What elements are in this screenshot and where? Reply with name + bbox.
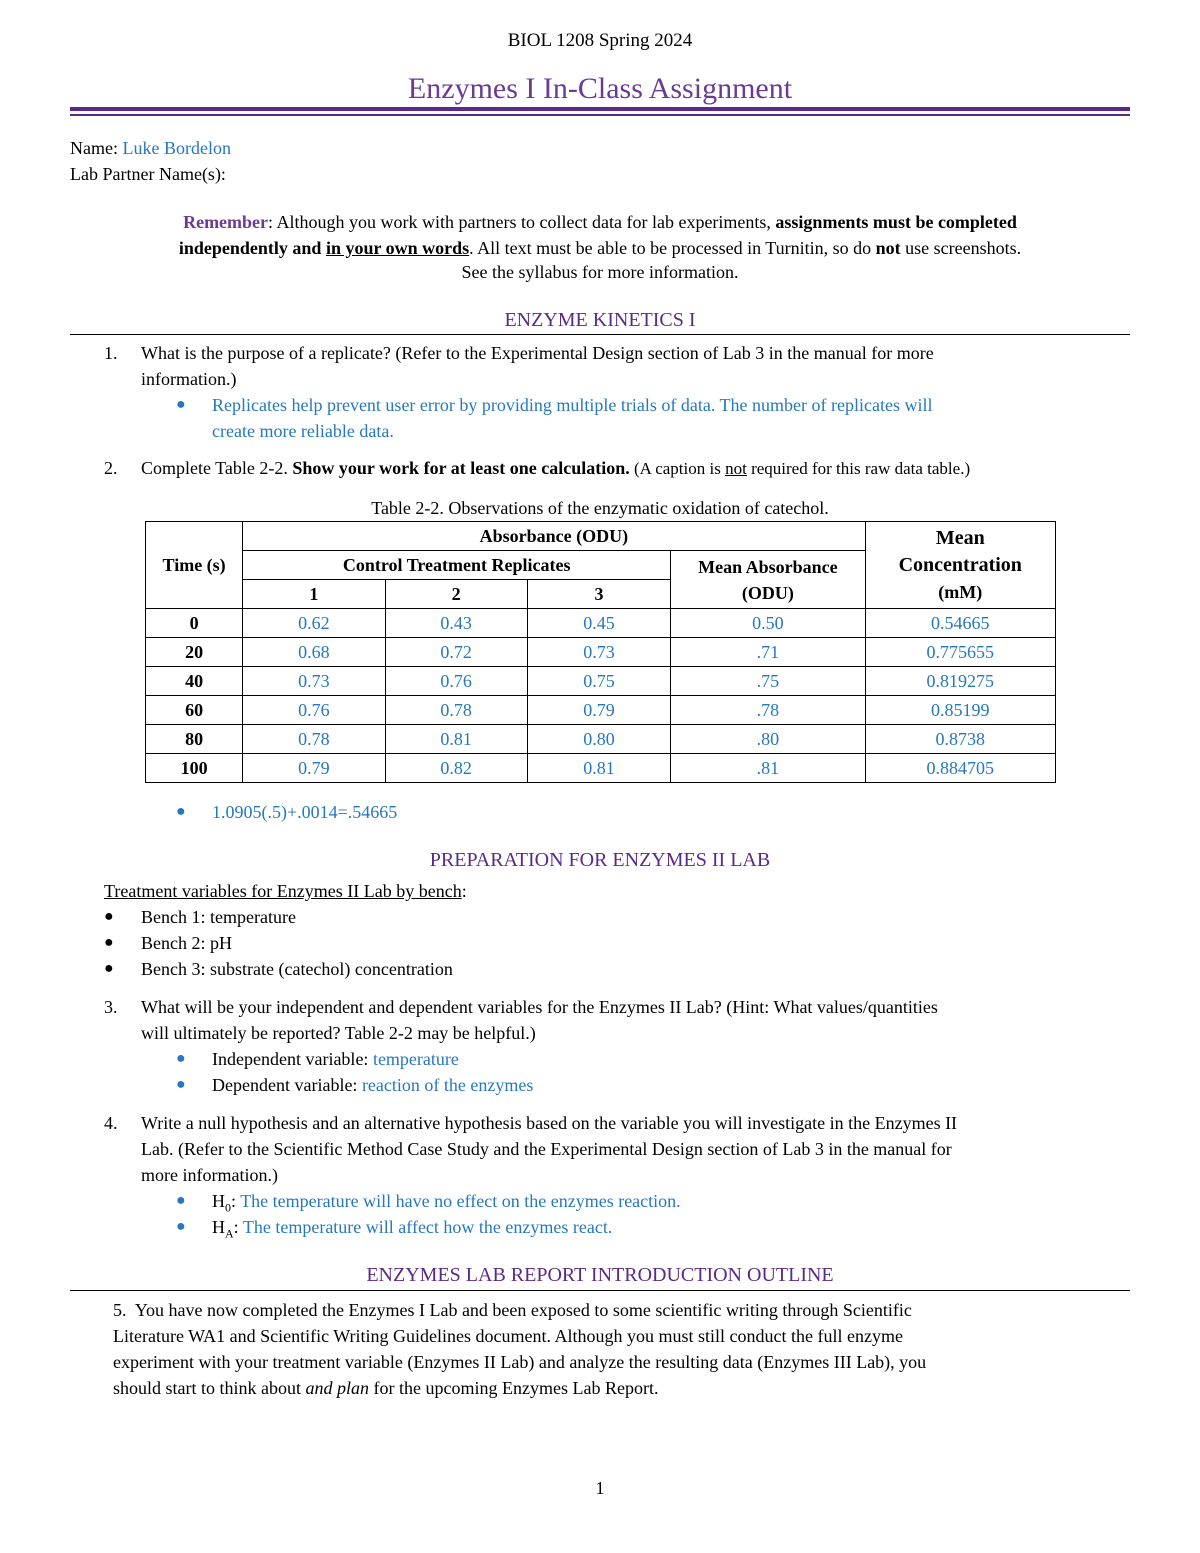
page-title: Enzymes I In-Class Assignment [407,72,793,105]
table-row: 0 0.62 0.43 0.45 0.50 0.54665 [146,609,1056,638]
section-heading-kinetics: ENZYME KINETICS I [504,309,696,331]
student-name [70,135,231,161]
section-rule [70,1290,1130,1291]
data-table [145,521,1056,783]
header-absorbance: Absorbance (ODU) [243,522,865,551]
header-mean-absorbance: Mean Absorbance (ODU) [671,551,865,609]
section-heading-outline: ENZYMES LAB REPORT INTRODUCTION OUTLINE [366,1264,834,1286]
bullet-icon: ● [104,908,114,925]
title-rule-thin [70,114,1130,116]
header-mean-concentration: Mean Concentration (mM) [865,522,1055,609]
remember-line-1: Remember: Although you work with partners to collect data for lab experiments, assignments must be completed [183,212,1017,232]
table-caption: Table 2-2. Observations of the enzymatic oxidation of catechol. [371,498,829,518]
header-control-replicates: Control Treatment Replicates [243,551,671,580]
question-number: 2. [104,458,118,478]
question-3: What will be your independent and dependent variables for the Enzymes II Lab? (Hint: What values/quantities will ultimately be reported? Table 2-2 may be helpful.) [141,997,938,1043]
section-rule [70,334,1130,335]
question-number: 4. [104,1113,118,1133]
name-value: Luke Bordelon [122,138,231,158]
question-number: 1. [104,343,118,363]
lab-partner-label: Lab Partner Name(s): [70,164,226,184]
bullet-icon: ● [176,1050,186,1067]
name-label: Name: [70,138,118,158]
question-number: 3. [104,997,118,1017]
question-2: Complete Table 2-2. Show your work for at least one calculation. (A caption is not required for this raw data table.) [141,458,971,478]
table-row: 40 0.73 0.76 0.75 .75 0.819275 [146,667,1056,696]
header-rep-1: 1 [243,580,385,609]
page-number: 1 [595,1478,605,1498]
bench-item: Bench 3: substrate (catechol) concentration [141,959,453,979]
bench-item: Bench 2: pH [141,933,232,953]
question-1: What is the purpose of a replicate? (Refer to the Experimental Design section of Lab 3 in the manual for more information.) [141,343,934,389]
bullet-icon: ● [176,1192,186,1209]
dependent-variable: Dependent variable: reaction of the enzymes [212,1075,534,1095]
header-time: Time (s) [146,522,243,609]
table-row: 60 0.76 0.78 0.79 .78 0.85199 [146,696,1056,725]
header-rep-2: 2 [385,580,527,609]
question-4: Write a null hypothesis and an alternative hypothesis based on the variable you will investigate in the Enzymes II Lab. (Refer to the Scientific Method Case Study and the Experimental Design section of Lab 3 in the manual for more information.) [141,1113,958,1185]
header-rep-3: 3 [527,580,670,609]
bullet-icon: ● [176,803,186,820]
bullet-icon: ● [176,1076,186,1093]
course-header: BIOL 1208 Spring 2024 [507,30,693,51]
section-heading-prep: PREPARATION FOR ENZYMES II LAB [429,849,771,871]
independent-variable: Independent variable: temperature [212,1049,459,1069]
remember-label: Remember [183,212,269,232]
treatment-variables-intro: Treatment variables for Enzymes II Lab by bench: [104,881,467,901]
remember-line-2: independently and in your own words. All text must be able to be processed in Turnitin, so do not use screenshots. [178,238,1022,258]
null-hypothesis: $H_0$: The temperature will have no effect on the enzymes reaction. [212,1191,681,1215]
question-5: 5. You have now completed the Enzymes I Lab and been exposed to some scientific writing through Scientific Literature WA1 and Scientific Writing Guidelines document. Although you must still conduct the full enzyme experiment with your treatment variable (Enzymes II Lab) and analyze the resulting data (Enzymes III Lab), you should start to think about and plan for the upcoming Enzymes Lab Report. [113,1300,927,1398]
table-row: 80 0.78 0.81 0.80 .80 0.8738 [146,725,1056,754]
title-rule-thick [70,107,1130,111]
remember-line-3: See the syllabus for more information. [461,262,739,282]
calculation-work: 1.0905(.5)+.0014=.54665 [212,802,398,822]
bench-item: Bench 1: temperature [141,907,296,927]
bullet-icon: ● [104,934,114,951]
table-row: 100 0.79 0.82 0.81 .81 0.884705 [146,754,1056,783]
bullet-icon: ● [104,960,114,977]
table-row: 20 0.68 0.72 0.73 .71 0.775655 [146,638,1056,667]
answer-1: Replicates help prevent user error by providing multiple trials of data. The number of replicates will create more reliable data. [212,395,933,441]
bullet-icon: ● [176,1218,186,1235]
alternative-hypothesis: $H_A$: The temperature will affect how the enzymes react. [212,1217,613,1241]
bullet-icon: ● [176,396,186,413]
